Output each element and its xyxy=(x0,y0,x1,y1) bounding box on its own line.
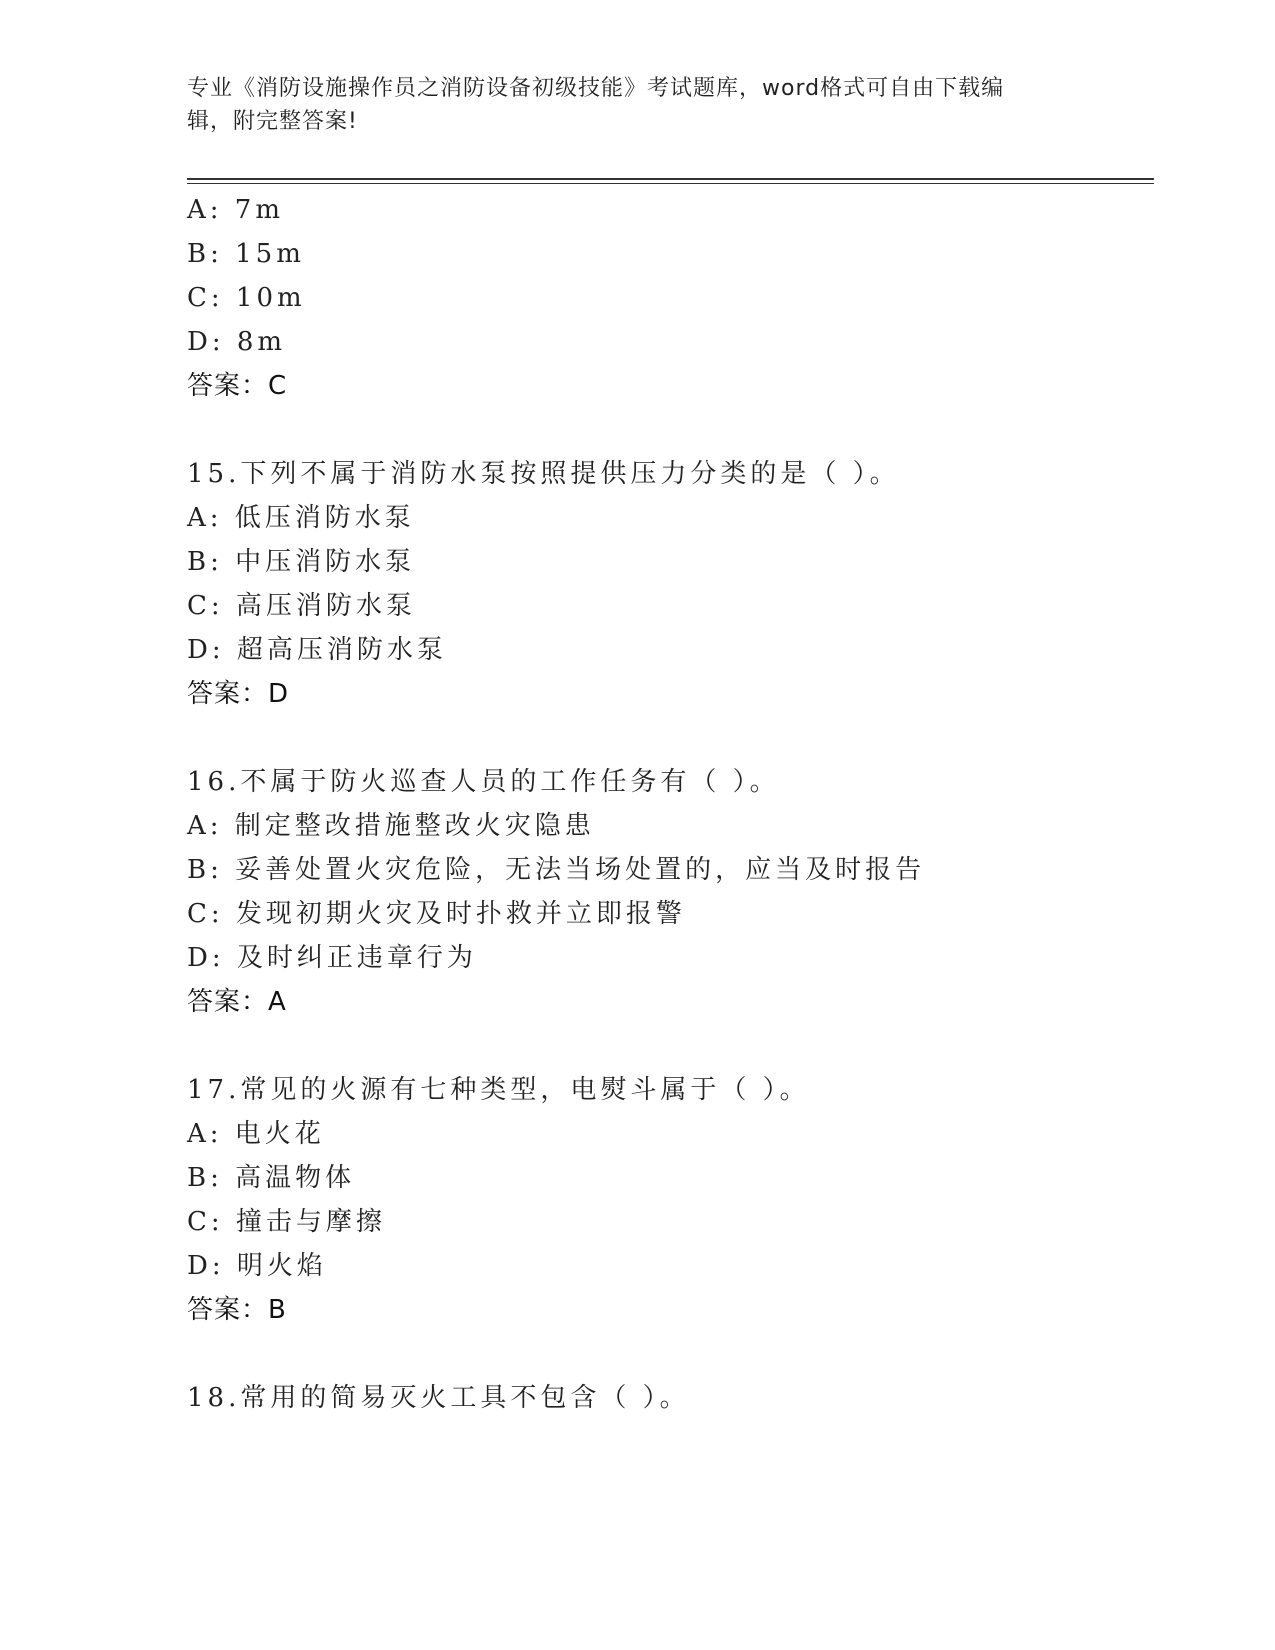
q16-option-a: A: 制定整改措施整改火灾隐患 xyxy=(187,811,595,841)
q14-option-a: A: 7m xyxy=(187,195,284,225)
q17-option-d: D: 明火焰 xyxy=(187,1251,327,1281)
q17-option-b: B: 高温物体 xyxy=(187,1163,356,1193)
header-line-2: 辑，附完整答案! xyxy=(187,109,358,134)
q16-option-d: D: 及时纠正违章行为 xyxy=(187,943,477,973)
document-header xyxy=(187,72,1087,138)
q17-option-c: C: 撞击与摩擦 xyxy=(187,1207,386,1237)
q15-question: 15.下列不属于消防水泵按照提供压力分类的是（ ）。 xyxy=(187,459,900,489)
q17-question: 17.常见的火源有七种类型，电熨斗属于（ ）。 xyxy=(187,1075,810,1105)
header-line-1: 专业《消防设施操作员之消防设备初级技能》考试题库，word格式可自由下载编 xyxy=(187,76,1005,101)
q14-option-c: C: 10m xyxy=(187,283,306,313)
q14-answer: 答案：C xyxy=(187,371,288,401)
q15-answer: 答案：D xyxy=(187,679,290,709)
q18-question: 18.常用的简易灭火工具不包含（ ）。 xyxy=(187,1383,690,1413)
q16-answer: 答案：A xyxy=(187,987,287,1017)
header-divider-thick xyxy=(187,178,1154,180)
q16-option-c: C: 发现初期火灾及时扑救并立即报警 xyxy=(187,899,686,929)
q16-question: 16.不属于防火巡查人员的工作任务有（ ）。 xyxy=(187,767,780,797)
q15-option-b: B: 中压消防水泵 xyxy=(187,547,416,577)
q17-answer: 答案：B xyxy=(187,1295,287,1325)
q14-option-b: B: 15m xyxy=(187,239,305,269)
q15-option-a: A: 低压消防水泵 xyxy=(187,503,415,533)
q17-option-a: A: 电火花 xyxy=(187,1119,325,1149)
q16-option-b: B: 妥善处置火灾危险，无法当场处置的，应当及时报告 xyxy=(187,855,926,885)
q15-option-d: D: 超高压消防水泵 xyxy=(187,635,447,665)
header-divider-thin xyxy=(187,183,1154,184)
q15-option-c: C: 高压消防水泵 xyxy=(187,591,416,621)
q14-option-d: D: 8m xyxy=(187,327,287,357)
